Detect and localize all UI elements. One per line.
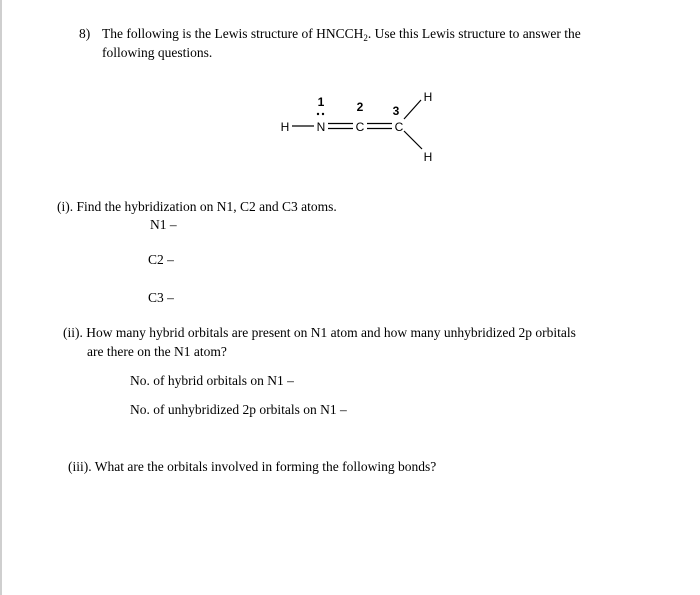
lone-pair-dot-1: [317, 113, 319, 115]
part-ii-question-line1: (ii). How many hybrid orbitals are present on N1 atom and how many unhybridized 2p orbitals: [63, 325, 576, 340]
answer-n1-hybridization: N1 –: [150, 217, 177, 232]
part-i-question: (i). Find the hybridization on N1, C2 and C3 atoms.: [57, 199, 337, 214]
intro-text-pre: The following is the Lewis structure of HNCCH: [102, 26, 364, 41]
atom-c2: C: [355, 120, 365, 134]
atom-n: N: [316, 120, 326, 134]
atom-h-bottom: H: [423, 150, 433, 164]
part-ii-question-line2: are there on the N1 atom?: [87, 344, 227, 359]
atom-h-top: H: [423, 90, 433, 104]
atom-c3: C: [394, 120, 404, 134]
answer-c3-hybridization: C3 –: [148, 290, 174, 305]
question-intro-line2: following questions.: [102, 45, 213, 60]
intro-text-post: . Use this Lewis structure to answer the: [367, 26, 581, 41]
label-c2: 2: [356, 100, 364, 114]
label-n1: 1: [317, 95, 325, 109]
answer-c2-hybridization: C2 –: [148, 252, 174, 267]
question-intro-line1: [102, 26, 581, 42]
atom-h-left: H: [280, 120, 290, 134]
answer-hybrid-orbitals: No. of hybrid orbitals on N1 –: [130, 373, 294, 388]
lone-pair-dot-2: [322, 113, 324, 115]
part-iii-question: (iii). What are the orbitals involved in forming the following bonds?: [68, 459, 437, 474]
answer-unhybridized-orbitals: No. of unhybridized 2p orbitals on N1 –: [130, 402, 347, 417]
question-number: 8): [79, 26, 91, 41]
page-border: [0, 0, 2, 595]
bond-c3-h-bottom: [404, 131, 422, 149]
bond-c3-h-top: [404, 100, 421, 119]
label-c3: 3: [392, 104, 400, 118]
lewis-structure: [270, 86, 450, 176]
intro-subscript: 2: [363, 33, 368, 43]
